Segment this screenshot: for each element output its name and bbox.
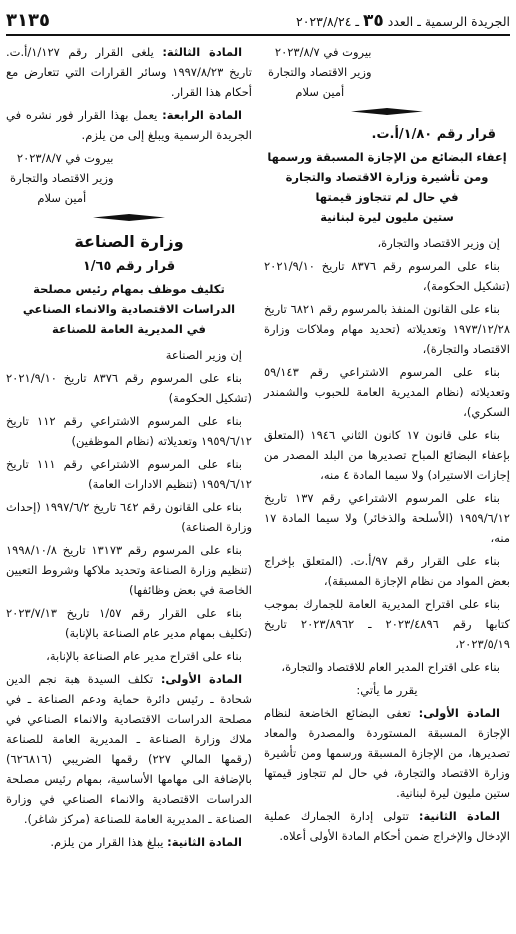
- decision-title-line: إعفاء البضائع من الإجازة المسبقة ورسمها: [267, 150, 507, 164]
- gazette-title: [296, 11, 510, 31]
- article-text: يبلغ هذا القرار من يلزم.: [50, 835, 164, 849]
- decision-title-line: تكليف موظف بمهام رئيس مصلحة: [33, 282, 225, 296]
- article-text: يعمل بهذا القرار فور نشره في الجريدة الرسمية ويبلغ إلى من يلزم.: [6, 108, 252, 142]
- recital: بناء على اقتراح المدير العام للاقتصاد والتجارة،: [281, 660, 500, 674]
- signature-place-date: بيروت في ٢٠٢٣/٨/٧: [274, 45, 372, 59]
- recital: بناء على اقتراح المديرية العامة للجمارك بموجب كتابها رقم ٢٠٢٣/٤٨٩٦ ـ ٢٠٢٣/٨٩٦٢ تاريخ ٢٠٢٣/٥/١٩،: [264, 597, 510, 651]
- decision-title-line: في حال لم تتجاوز قيمتها: [315, 190, 459, 204]
- ministry-heading: وزارة الصناعة: [74, 232, 184, 251]
- recital: بناء على القانون رقم ٦٤٢ تاريخ ١٩٩٧/٦/٢ (إحداث وزارة الصناعة): [6, 500, 252, 534]
- recital: بناء على القرار رقم ١/٥٧ تاريخ ٢٠٢٣/٧/١٣ (تكليف بمهام مدير عام الصناعة بالإنابة): [6, 606, 252, 640]
- recital: بناء على المرسوم الاشتراعي رقم ١١١ تاريخ ١٩٥٩/٦/١٢ (تنظيم الادارات العامة): [6, 457, 252, 491]
- recital: بناء على المرسوم الاشتراعي رقم ٥٩/١٤٣ وتعديلاته (نظام المديرية العامة للحبوب والشمندر السكري)،: [264, 365, 510, 419]
- article: [264, 806, 510, 846]
- decides-heading: يقرر ما يأتي:: [356, 683, 418, 697]
- recital: بناء على المرسوم الاشتراعي رقم ١١٢ تاريخ ١٩٥٩/٦/١٢ وتعديلاته (نظام الموظفين): [6, 414, 252, 448]
- article-text: تكلف السيدة هبة نجم الدين شحادة ـ رئيس دائرة حماية ودعم الصناعة ـ في مصلحة الدراسات الاقتصادية والانماء الصناعي في ملاك وزارة الصناعة ـ المديرية العامة للصناعة (رقمها المالي ٢٢٧) رقمها الضريبي (٦٢٦٨١٦) بالإضافة الى مهامها الأساسية، بمهام رئيس مصلحة الدراسات الاقتصادية والانماء الصناعي في وزارة الصناعة ـ المديرية العامة للصناعة (مركز شاغر).: [6, 672, 253, 826]
- recital: بناء على القرار رقم ٩٧/أ.ت. (المتعلق بإخراج بعض المواد من نظام الإجازة المسبقة)،: [264, 554, 510, 588]
- decision-title-line: في المديرية العامة للصناعة: [52, 322, 206, 336]
- signature-block: [264, 42, 372, 102]
- decision-number: قرار رقم ١/٦٥: [82, 259, 176, 274]
- decision-title-line: ستين مليون ليرة لبنانية: [320, 210, 454, 224]
- recital: بناء على اقتراح مدير عام الصناعة بالإنابة،: [46, 649, 242, 663]
- page-number: ٣١٣٥: [6, 10, 50, 31]
- article-label: المادة الثانية:: [418, 809, 500, 823]
- article-label: المادة الأولى:: [418, 706, 500, 720]
- article-text: تعفى البضائع الخاضعة لنظام الإجازة المسبقة المستوردة والمصدرة والمعاد تصديرها، من الإجازة المسبقة ورسمها ومن تأشيرة وزارة الاقتصاد والتجارة، في حال لم تتجاوز قيمتها ستين مليون ليرة لبنانية.: [264, 706, 510, 800]
- article: [6, 669, 252, 829]
- recital: بناء على المرسوم الاشتراعي رقم ١٣٧ تاريخ ١٩٥٩/٦/١٢ (الأسلحة والذخائر) ولا سيما المادة ١٧ منه،: [264, 491, 510, 545]
- decision-title: [6, 279, 252, 339]
- publication-name: الجريدة الرسمية ـ العدد: [387, 14, 510, 29]
- recital: بناء على قانون ١٧ كانون الثاني ١٩٤٦ (المتعلق بإعفاء البضائع المباح تصديرها من البلد المصدر من إجازات الاستيراد) ولا سيما المادة ٤ منه،: [264, 428, 510, 482]
- article-text: تتولى إدارة الجمارك عملية الإدخال والإخراج ضمن أحكام المادة الأولى أعلاه.: [264, 809, 510, 843]
- signature-place-date: بيروت في ٢٠٢٣/٨/٧: [16, 151, 114, 165]
- article: [6, 832, 252, 852]
- article-text: يلغى القرار رقم ١/١٢٧/أ.ت. تاريخ ١٩٩٧/٨/٢٣ وسائر القرارات التي تتعارض مع أحكام هذا القرار.: [6, 45, 252, 99]
- right-column: [264, 42, 510, 849]
- article-label: المادة الرابعة:: [162, 108, 242, 122]
- article-label: المادة الثانية:: [167, 835, 242, 849]
- decision-title-line: ومن تأشيرة وزارة الاقتصاد والتجارة: [285, 170, 489, 184]
- preamble: إن وزير الاقتصاد والتجارة،: [377, 236, 500, 250]
- section-divider: [93, 214, 165, 221]
- signature-name: أمين سلام: [295, 85, 345, 99]
- article: [264, 703, 510, 803]
- signature-name: أمين سلام: [37, 191, 87, 205]
- decision-title-line: الدراسات الاقتصادية والانماء الصناعي: [22, 302, 236, 316]
- signature-block: [6, 148, 114, 208]
- article-label: المادة الثالثة:: [162, 45, 243, 59]
- section-divider: [351, 108, 423, 115]
- signature-role: وزير الاقتصاد والتجارة: [268, 65, 372, 79]
- issue-date: ـ ٢٠٢٣/٨/٢٤: [295, 14, 360, 29]
- recital: بناء على القانون المنفذ بالمرسوم رقم ٦٨٢١ تاريخ ١٩٧٣/١٢/٢٨ وتعديلاته (تحديد مهام وملاكات وزارة الاقتصاد والتجارة)،: [264, 302, 510, 356]
- article: [6, 42, 252, 102]
- decision-number: قرار رقم ١/٨٠/أ.ت.: [371, 127, 496, 142]
- page-header: [6, 6, 510, 36]
- decision-title: [264, 147, 510, 227]
- article: [6, 105, 252, 145]
- recital: بناء على المرسوم رقم ٨٣٧٦ تاريخ ٢٠٢١/٩/١٠ (تشكيل الحكومة): [6, 371, 252, 405]
- preamble: إن وزير الصناعة: [165, 348, 242, 362]
- left-column: [6, 42, 252, 855]
- recital: بناء على المرسوم رقم ٨٣٧٦ تاريخ ٢٠٢١/٩/١٠ (تشكيل الحكومة)،: [264, 259, 510, 293]
- signature-role: وزير الاقتصاد والتجارة: [10, 171, 114, 185]
- article-label: المادة الأولى:: [160, 672, 243, 686]
- recital: بناء على المرسوم رقم ١٣١٧٣ تاريخ ١٩٩٨/١٠/٨ (تنظيم وزارة الصناعة وتحديد ملاكها وشروط التعيين الخاصة في بعض وظائفها): [6, 543, 252, 597]
- issue-number: ٣٥: [363, 11, 384, 31]
